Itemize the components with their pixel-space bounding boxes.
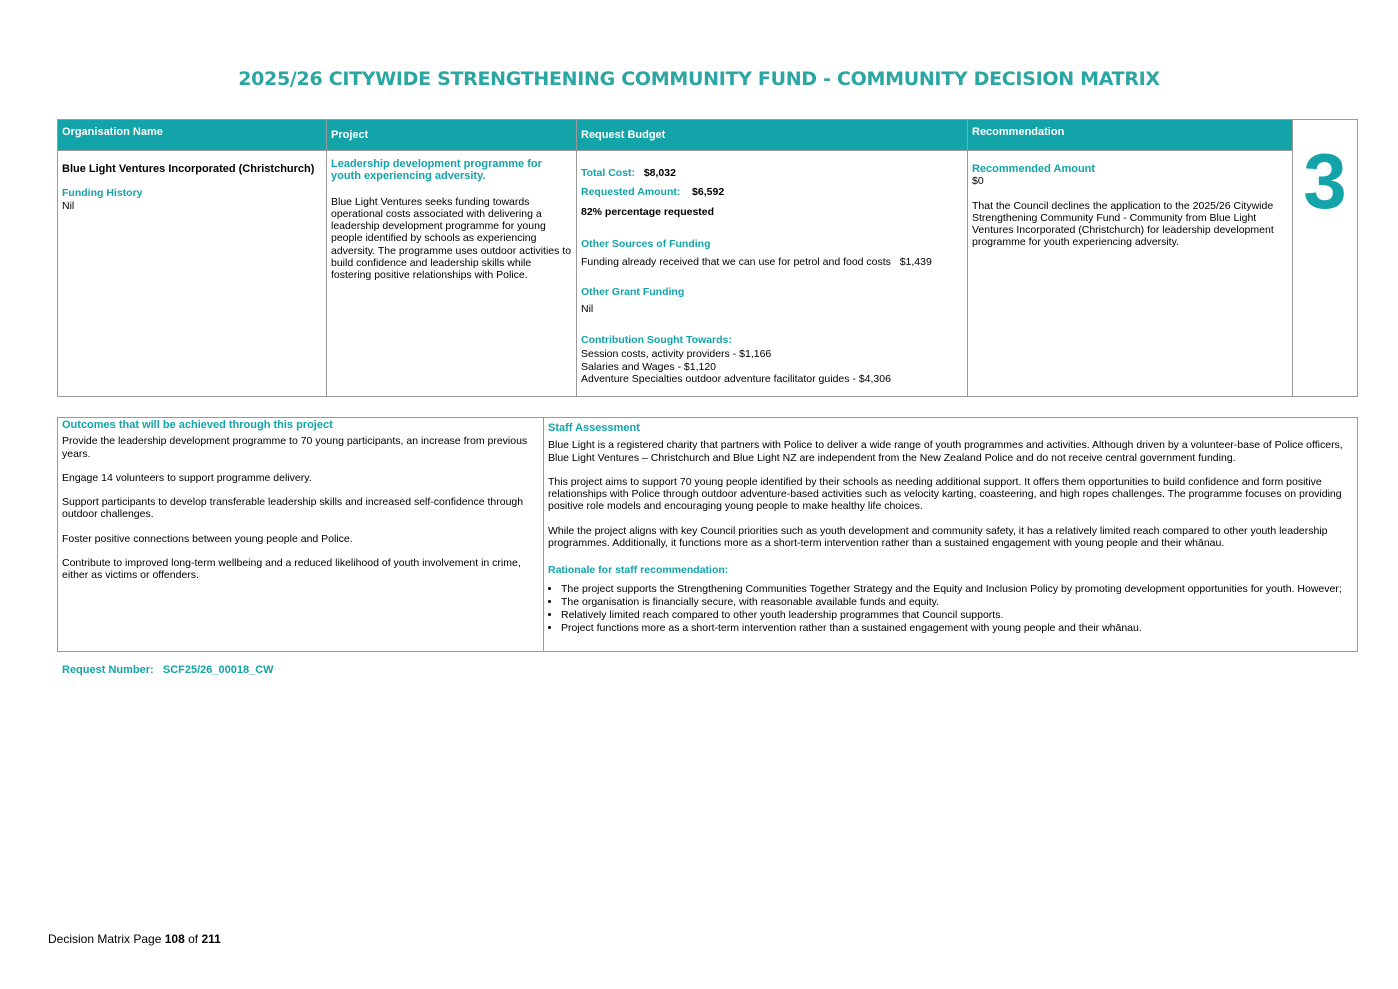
recommended-amount-value: $0 bbox=[972, 175, 984, 188]
footer-page: 108 bbox=[164, 932, 185, 946]
project-header: Project bbox=[327, 120, 576, 151]
outcomes-column bbox=[58, 418, 543, 651]
project-description: Blue Light Ventures seeks funding towards operational costs associated with delivering a leadership development programme for young people identified by schools as experiencing adversity. The programme uses outdoor activities to build confidence and leadership skills while fostering positive relationships with Police. bbox=[331, 195, 572, 282]
page-title: 2025/26 CITYWIDE STRENGTHENING COMMUNITY FUND - COMMUNITY DECISION MATRIX bbox=[238, 68, 1160, 90]
requested-amount-row bbox=[581, 186, 963, 198]
total-cost-label: Total Cost: bbox=[581, 167, 636, 179]
staff-assessment-column bbox=[543, 418, 1357, 651]
contribution-item: Adventure Specialties outdoor adventure facilitator guides - $4,306 bbox=[581, 372, 891, 385]
funding-history-label: Funding History bbox=[62, 187, 143, 200]
request-number bbox=[62, 664, 274, 676]
contribution-item: Session costs, activity providers - $1,166 bbox=[581, 348, 772, 361]
other-sources-value: $1,439 bbox=[899, 256, 932, 269]
recommendation-text: That the Council declines the application to the 2025/26 Citywide Strengthening Community Fund - Community from Blue Light Ventures Incorporated (Christchurch) for leadership development programme for youth experiencing adversity. bbox=[972, 199, 1274, 249]
rationale-item: • Project functions more as a short-term intervention rather than a sustained engagement with young people and their whānau. bbox=[561, 622, 1353, 635]
recommended-amount-label: Recommended Amount bbox=[972, 163, 1096, 175]
rationale-list bbox=[548, 583, 1353, 635]
other-sources-text: Funding already received that we can use for petrol and food costs bbox=[581, 256, 891, 269]
footer-total: 211 bbox=[201, 932, 221, 946]
budget-column bbox=[576, 120, 967, 396]
priority-number: 3 bbox=[1303, 137, 1347, 225]
footer-of: of bbox=[188, 932, 199, 946]
funding-history-value: Nil bbox=[62, 199, 75, 212]
other-sources-row bbox=[581, 256, 963, 268]
request-number-label: Request Number: bbox=[62, 664, 154, 676]
total-cost-value: $8,032 bbox=[643, 167, 676, 179]
project-column bbox=[326, 120, 576, 396]
organisation-name: Blue Light Ventures Incorporated (Christchurch) bbox=[62, 163, 315, 175]
outcome-item: Support participants to develop transferable leadership skills and increased self-confidence through outdoor challenges. bbox=[62, 496, 524, 521]
other-grant-label: Other Grant Funding bbox=[581, 286, 685, 299]
other-sources-label: Other Sources of Funding bbox=[581, 237, 711, 250]
other-grant-value: Nil bbox=[581, 302, 594, 315]
staff-assessment-paragraph: Blue Light is a registered charity that partners with Police to deliver a wide range of youth programmes and activities. Although driven by a volunteer-base of Police officers, Blue Light Ventures – Christchurch and Blue Light NZ are independent from the New Zealand Police and do not receive central government funding. bbox=[548, 439, 1343, 464]
percentage-requested: 82% percentage requested bbox=[581, 205, 715, 218]
outcome-item: Engage 14 volunteers to support programme delivery. bbox=[62, 471, 312, 484]
rationale-label: Rationale for staff recommendation: bbox=[548, 564, 729, 577]
request-number-value: SCF25/26_00018_CW bbox=[162, 664, 274, 676]
rationale-item: • The project supports the Strengthening Communities Together Strategy and the Equity and Inclusion Policy by promoting development opportunities for youth. However; bbox=[561, 583, 1353, 596]
contribution-item: Salaries and Wages - $1,120 bbox=[581, 360, 717, 373]
priority-column bbox=[1292, 120, 1357, 396]
application-table bbox=[57, 119, 1358, 397]
outcome-item: Foster positive connections between young people and Police. bbox=[62, 532, 353, 545]
staff-assessment-paragraph: While the project aligns with key Council priorities such as youth development and community safety, it has a relatively limited reach compared to other youth leadership programmes. Additionally, it functions more as a short-term intervention rather than a sustained engagement with young people and their whānau. bbox=[548, 524, 1328, 550]
project-title: Leadership development programme for youth experiencing adversity. bbox=[331, 158, 542, 183]
assessment-table bbox=[57, 417, 1358, 652]
recommendation-column bbox=[967, 120, 1292, 396]
recommendation-header: Recommendation bbox=[968, 120, 1292, 151]
total-cost-row bbox=[581, 167, 963, 179]
staff-assessment-paragraph: This project aims to support 70 young people identified by their schools as needing additional support. It offers them opportunities to build confidence and form positive relationships with Police through outdoor adventure-based activities such as velocity karting, coasteering, and high ropes challenges. The programme focuses on providing positive role models and encouraging young people to make healthy life choices. bbox=[548, 475, 1342, 513]
outcome-item: Contribute to improved long-term wellbeing and a reduced likelihood of youth involvement in crime, either as victims or offenders. bbox=[62, 557, 521, 582]
rationale-item: • Relatively limited reach compared to other youth leadership programmes that Council supports. bbox=[561, 609, 1353, 622]
outcome-item: Provide the leadership development programme to 70 young participants, an increase from previous years. bbox=[62, 435, 528, 460]
requested-amount-label: Requested Amount: bbox=[581, 186, 681, 199]
budget-header: Request Budget bbox=[577, 120, 967, 151]
organisation-header: Organisation Name bbox=[58, 120, 326, 151]
page-footer bbox=[48, 932, 221, 946]
contribution-label: Contribution Sought Towards: bbox=[581, 334, 732, 347]
footer-label: Decision Matrix Page bbox=[48, 932, 162, 946]
outcomes-label: Outcomes that will be achieved through this project bbox=[62, 419, 333, 431]
organisation-column bbox=[58, 120, 326, 396]
requested-amount-value: $6,592 bbox=[692, 186, 725, 199]
rationale-item: • The organisation is financially secure, with reasonable available funds and equity. bbox=[561, 596, 1353, 609]
staff-assessment-label: Staff Assessment bbox=[548, 422, 640, 434]
